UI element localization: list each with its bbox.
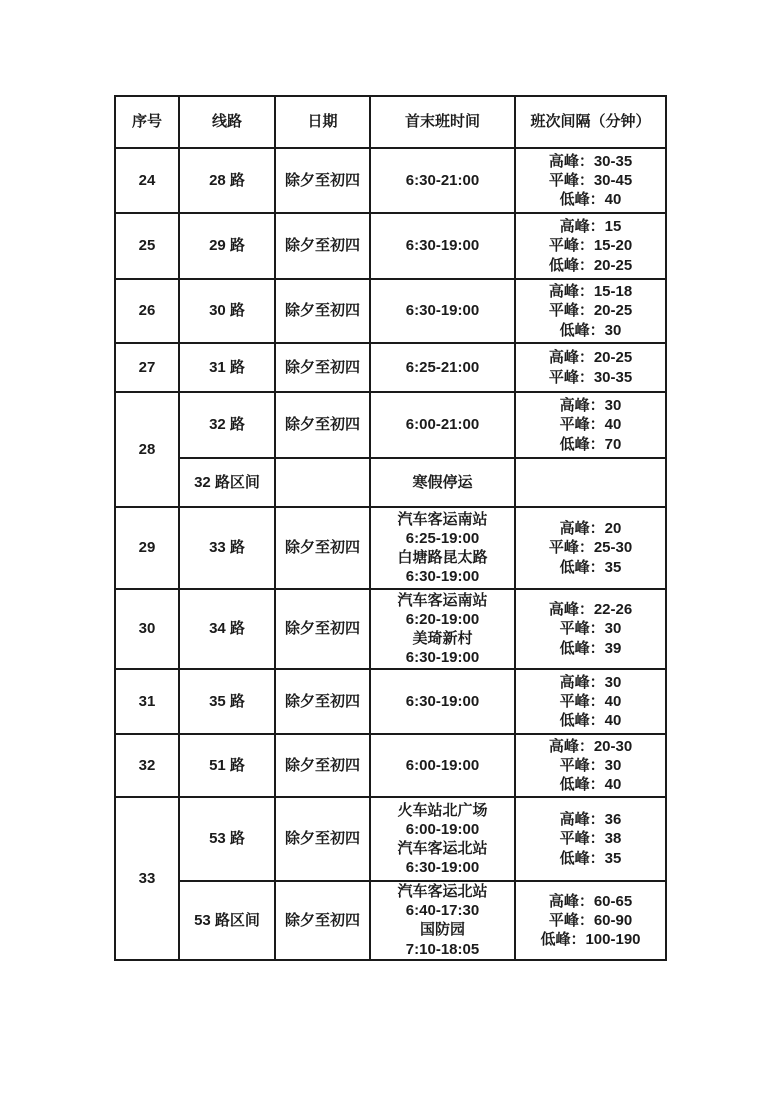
cell-date: 除夕至初四: [275, 279, 370, 343]
cell-time: 6:30-19:00: [370, 669, 515, 734]
cell-route: 30 路: [179, 279, 275, 343]
cell-time: 火车站北广场 6:00-19:00 汽车客运北站 6:30-19:00: [370, 797, 515, 881]
cell-interval: [515, 458, 666, 507]
cell-time: 6:25-21:00: [370, 343, 515, 392]
cell-date: 除夕至初四: [275, 669, 370, 734]
cell-no: 24: [115, 148, 179, 213]
cell-date: 除夕至初四: [275, 392, 370, 458]
col-header-no: 序号: [115, 96, 179, 148]
cell-date: 除夕至初四: [275, 881, 370, 960]
table-row: [115, 458, 666, 507]
cell-time: 6:30-19:00: [370, 213, 515, 279]
cell-date: 除夕至初四: [275, 589, 370, 669]
bus-schedule-table-container: [114, 95, 665, 961]
cell-no: 29: [115, 507, 179, 589]
cell-date: 除夕至初四: [275, 213, 370, 279]
table-row: [115, 213, 666, 279]
col-header-time: 首末班时间: [370, 96, 515, 148]
cell-interval: 高峰：15 平峰：15-20 低峰：20-25: [515, 213, 666, 279]
cell-no: 31: [115, 669, 179, 734]
table-row: [115, 279, 666, 343]
cell-route: 29 路: [179, 213, 275, 279]
cell-interval: 高峰：20-30 平峰：30 低峰：40: [515, 734, 666, 797]
cell-no: 26: [115, 279, 179, 343]
bus-schedule-table: [114, 95, 667, 961]
cell-date: 除夕至初四: [275, 343, 370, 392]
cell-time: 寒假停运: [370, 458, 515, 507]
cell-interval: 高峰：30 平峰：40 低峰：40: [515, 669, 666, 734]
table-row: [115, 392, 666, 458]
col-header-route: 线路: [179, 96, 275, 148]
cell-date: [275, 458, 370, 507]
cell-time: 6:30-21:00: [370, 148, 515, 213]
table-row: [115, 589, 666, 669]
table-row: [115, 343, 666, 392]
cell-time: 6:30-19:00: [370, 279, 515, 343]
cell-interval: 高峰：15-18 平峰：20-25 低峰：30: [515, 279, 666, 343]
cell-date: 除夕至初四: [275, 734, 370, 797]
cell-date: 除夕至初四: [275, 148, 370, 213]
cell-route: 28 路: [179, 148, 275, 213]
cell-route: 53 路区间: [179, 881, 275, 960]
table-row: [115, 734, 666, 797]
cell-time: 6:00-21:00: [370, 392, 515, 458]
table-row: [115, 507, 666, 589]
cell-route: 53 路: [179, 797, 275, 881]
cell-route: 31 路: [179, 343, 275, 392]
cell-interval: 高峰：36 平峰：38 低峰：35: [515, 797, 666, 881]
cell-route: 32 路: [179, 392, 275, 458]
cell-date: 除夕至初四: [275, 507, 370, 589]
cell-no: 32: [115, 734, 179, 797]
cell-no-merged: 33: [115, 797, 179, 960]
cell-interval: 高峰：30-35 平峰：30-45 低峰：40: [515, 148, 666, 213]
cell-interval: 高峰：30 平峰：40 低峰：70: [515, 392, 666, 458]
cell-time: 汽车客运南站 6:20-19:00 美琦新村 6:30-19:00: [370, 589, 515, 669]
cell-no: 25: [115, 213, 179, 279]
col-header-date: 日期: [275, 96, 370, 148]
cell-no: 27: [115, 343, 179, 392]
cell-route: 33 路: [179, 507, 275, 589]
cell-interval: 高峰：22-26 平峰：30 低峰：39: [515, 589, 666, 669]
table-row: [115, 797, 666, 881]
table-header-row: [115, 96, 666, 148]
cell-interval: 高峰：60-65 平峰：60-90 低峰：100-190: [515, 881, 666, 960]
cell-no-merged: 28: [115, 392, 179, 507]
cell-interval: 高峰：20-25 平峰：30-35: [515, 343, 666, 392]
cell-no: 30: [115, 589, 179, 669]
table-row: [115, 669, 666, 734]
cell-time: 汽车客运北站 6:40-17:30 国防园 7:10-18:05: [370, 881, 515, 960]
cell-route: 32 路区间: [179, 458, 275, 507]
table-row: [115, 148, 666, 213]
cell-route: 35 路: [179, 669, 275, 734]
cell-route: 34 路: [179, 589, 275, 669]
col-header-interval: 班次间隔（分钟）: [515, 96, 666, 148]
cell-interval: 高峰：20 平峰：25-30 低峰：35: [515, 507, 666, 589]
cell-time: 汽车客运南站 6:25-19:00 白塘路昆太路 6:30-19:00: [370, 507, 515, 589]
cell-time: 6:00-19:00: [370, 734, 515, 797]
cell-route: 51 路: [179, 734, 275, 797]
table-row: [115, 881, 666, 960]
cell-date: 除夕至初四: [275, 797, 370, 881]
